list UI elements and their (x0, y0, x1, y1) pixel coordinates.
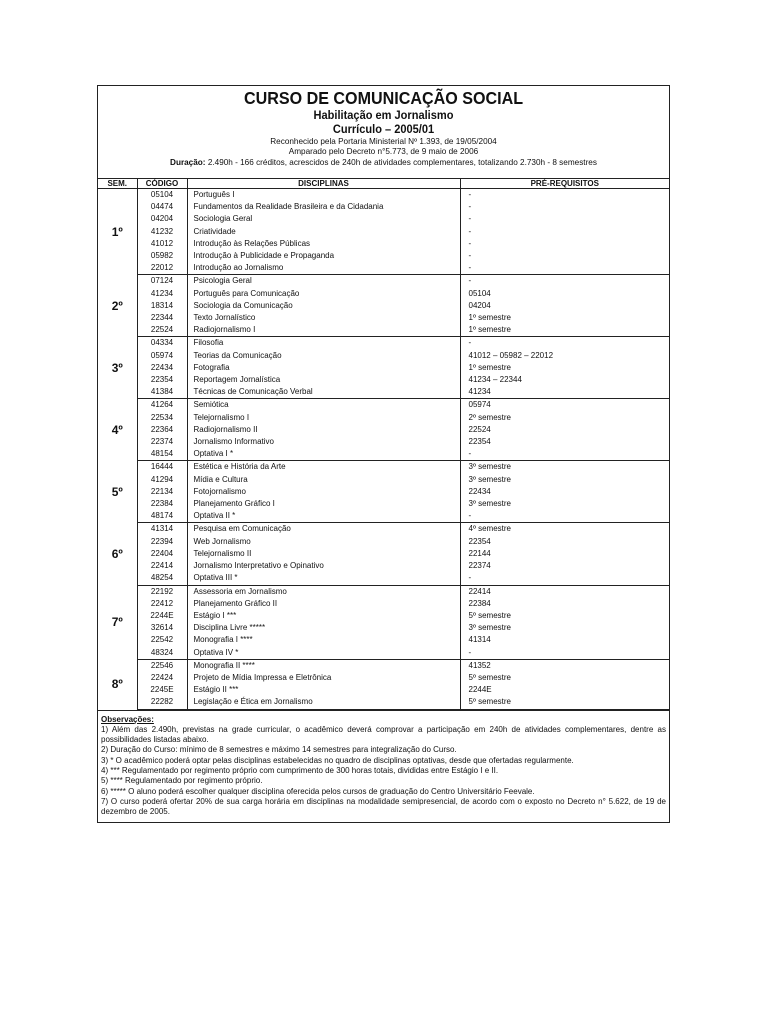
code-cell: 22434 (137, 362, 187, 374)
prerequisite-cell: - (468, 276, 472, 286)
prerequisite-cell: 2º semestre (468, 412, 511, 422)
discipline-cell: Português para Comunicação (187, 288, 460, 300)
semester-cell: 4º (98, 399, 137, 461)
discipline-cell: Optativa III * (187, 572, 460, 585)
table-row (98, 386, 669, 399)
prerequisite-cell: 41314 (468, 635, 491, 645)
discipline-cell: Sociologia da Comunicação (187, 300, 460, 312)
discipline-cell: Filosofia (187, 337, 460, 350)
discipline-cell: Disciplina Livre ***** (187, 622, 460, 634)
discipline-cell: Planejamento Gráfico I (187, 498, 460, 510)
prerequisite-cell: 3º semestre (468, 462, 511, 472)
prerequisite-cell: 5º semestre (468, 610, 511, 620)
table-row (98, 412, 669, 424)
observation-item: 6) ***** O aluno poderá escolher qualquer disciplina oferecida pelos cursos de graduação do Centro Universitário Feevale. (101, 786, 535, 796)
table-row (98, 362, 669, 374)
table-row (98, 684, 669, 696)
prerequisite-cell: - (468, 190, 472, 199)
code-cell: 41012 (137, 238, 187, 250)
prerequisite-cell: 41234 – 22344 (468, 375, 522, 385)
observations-list (101, 725, 666, 818)
discipline-cell: Jornalismo Informativo (187, 436, 460, 448)
prerequisite-cell: 2244E (468, 685, 492, 695)
discipline-cell: Português I (187, 189, 460, 202)
duration-text: 2.490h - 166 créditos, acrescidos de 240h de atividades complementares, totalizando 2.730h - 8 semestres (207, 158, 597, 167)
code-cell: 22354 (137, 374, 187, 386)
discipline-cell: Radiojornalismo II (187, 424, 460, 436)
prerequisite-cell: 05974 (468, 400, 491, 410)
code-cell: 2245E (137, 684, 187, 696)
code-cell: 41314 (137, 523, 187, 536)
recognition-note: Reconhecido pela Portaria Ministerial Nº 1.393, de 19/05/2004 (270, 137, 497, 146)
prerequisite-cell: 3º semestre (468, 623, 511, 633)
code-cell: 22424 (137, 672, 187, 684)
code-cell: 22134 (137, 486, 187, 498)
discipline-cell: Pesquisa em Comunicação (187, 523, 460, 536)
discipline-cell: Fundamentos da Realidade Brasileira e da Cidadania (187, 201, 460, 213)
code-cell: 48324 (137, 647, 187, 660)
prerequisite-cell: - (460, 572, 669, 585)
code-cell: 05974 (137, 350, 187, 362)
code-cell: 22384 (137, 498, 187, 510)
table-row (98, 659, 669, 672)
code-cell: 22012 (137, 262, 187, 275)
course-title: CURSO DE COMUNICAÇÃO SOCIAL (243, 88, 524, 108)
semester-cell: 7º (98, 585, 137, 659)
prerequisite-cell: 5º semestre (460, 696, 669, 709)
table-row (98, 634, 669, 646)
discipline-cell: Teorias da Comunicação (187, 350, 460, 362)
code-cell: 41232 (137, 226, 187, 238)
discipline-cell: Monografia I **** (187, 634, 460, 646)
prerequisite-cell: 22374 (468, 561, 491, 571)
code-cell: 22344 (137, 312, 187, 324)
table-row (98, 572, 669, 585)
table-header-row (98, 179, 669, 189)
code-cell: 22394 (137, 536, 187, 548)
table-row (98, 275, 669, 288)
prerequisite-cell: 41234 (460, 386, 669, 399)
discipline-cell: Radiojornalismo I (187, 324, 460, 337)
table-row (98, 189, 669, 202)
table-row (98, 374, 669, 386)
table-row (98, 610, 669, 622)
code-cell: 22364 (137, 424, 187, 436)
discipline-cell: Sociologia Geral (187, 213, 460, 225)
decree-note: Amparado pelo Decreto n°5.773, de 9 maio de 2006 (288, 147, 479, 156)
code-cell: 07124 (137, 275, 187, 288)
prerequisite-cell: 22524 (468, 424, 491, 434)
discipline-cell: Optativa IV * (187, 647, 460, 660)
code-cell: 05982 (137, 250, 187, 262)
discipline-cell: Introdução às Relações Públicas (187, 238, 460, 250)
code-cell: 41264 (137, 399, 187, 412)
prerequisite-cell: 41352 (468, 660, 491, 670)
discipline-cell: Telejornalismo I (187, 412, 460, 424)
code-cell: 41384 (137, 386, 187, 399)
table-row (98, 226, 669, 238)
table-row (98, 448, 669, 461)
prerequisite-cell: 22144 (468, 548, 491, 558)
discipline-cell: Projeto de Mídia Impressa e Eletrônica (187, 672, 460, 684)
prerequisite-cell: 22354 (468, 536, 491, 546)
header-disciplinas: DISCIPLINAS (187, 179, 460, 189)
prerequisite-cell: - (468, 238, 472, 248)
duration-note (98, 157, 669, 168)
prerequisite-cell: 5º semestre (468, 672, 511, 682)
observations (98, 710, 669, 818)
discipline-cell: Criatividade (187, 226, 460, 238)
prerequisite-cell: 22354 (468, 437, 491, 447)
header-pre-requisitos: PRÉ-REQUISITOS (460, 179, 669, 189)
prerequisite-cell: 22434 (468, 486, 491, 496)
header-sem: SEM. (98, 179, 137, 189)
table-row (98, 436, 669, 448)
course-subtitle: Habilitação em Jornalismo (313, 108, 454, 122)
discipline-cell: Semiótica (187, 399, 460, 412)
code-cell: 41234 (137, 288, 187, 300)
code-cell: 04334 (137, 337, 187, 350)
prerequisite-cell: - (460, 510, 669, 523)
table-row (98, 300, 669, 312)
table-row (98, 498, 669, 510)
semester-cell: 2º (98, 275, 137, 337)
code-cell: 22542 (137, 634, 187, 646)
table-row (98, 288, 669, 300)
discipline-cell: Legislação e Ética em Jornalismo (187, 696, 460, 709)
discipline-cell: Monografia II **** (187, 659, 460, 672)
discipline-cell: Introdução à Publicidade e Propaganda (187, 250, 460, 262)
table-row (98, 238, 669, 250)
discipline-cell: Fotojornalismo (187, 486, 460, 498)
prerequisite-cell: 22384 (468, 598, 491, 608)
table-body (98, 189, 669, 710)
table-row (98, 510, 669, 523)
table-row (98, 486, 669, 498)
prerequisite-cell: 1º semestre (460, 324, 669, 337)
discipline-cell: Jornalismo Interpretativo e Opinativo (187, 560, 460, 572)
code-cell: 04474 (137, 201, 187, 213)
code-cell: 18314 (137, 300, 187, 312)
header-codigo: CÓDIGO (137, 179, 187, 189)
code-cell: 41294 (137, 474, 187, 486)
code-cell: 22282 (137, 696, 187, 709)
table-row (98, 250, 669, 262)
table-row (98, 461, 669, 474)
code-cell: 22192 (137, 585, 187, 598)
table-row (98, 696, 669, 709)
prerequisite-cell: 41012 – 05982 – 22012 (468, 350, 554, 360)
semester-cell: 5º (98, 461, 137, 523)
prerequisite-cell: - (460, 647, 669, 660)
code-cell: 16444 (137, 461, 187, 474)
observation-item: 3) * O acadêmico poderá optar pelas disciplinas estabelecidas no quadro de disciplinas optativas, desde que ofertadas regularmente. (101, 755, 574, 765)
discipline-cell: Optativa I * (187, 448, 460, 461)
prerequisite-cell: - (460, 262, 669, 275)
discipline-cell: Estágio II *** (187, 684, 460, 696)
observation-item: 4) *** Regulamentado por regimento próprio com cumprimento de 300 horas totais, divididas entre Estágio I e II. (101, 766, 499, 776)
table-row (98, 213, 669, 225)
table-row (98, 424, 669, 436)
code-cell: 48174 (137, 510, 187, 523)
semester-cell: 6º (98, 523, 137, 585)
code-cell: 32614 (137, 622, 187, 634)
code-cell: 48254 (137, 572, 187, 585)
prerequisite-cell: 1º semestre (468, 362, 511, 372)
prerequisite-cell: 1º semestre (468, 313, 511, 323)
prerequisite-cell: 3º semestre (468, 474, 511, 484)
table-row (98, 523, 669, 536)
code-cell: 22414 (137, 560, 187, 572)
prerequisite-cell: - (468, 214, 472, 224)
discipline-cell: Telejornalismo II (187, 548, 460, 560)
prerequisite-cell: 22414 (468, 586, 491, 596)
table-row (98, 560, 669, 572)
code-cell: 04204 (137, 213, 187, 225)
prerequisite-cell: - (468, 226, 472, 236)
table-row (98, 312, 669, 324)
table-row (98, 672, 669, 684)
prerequisite-cell: - (468, 202, 472, 212)
table-row (98, 337, 669, 350)
table-row (98, 201, 669, 213)
table-row (98, 548, 669, 560)
code-cell: 22546 (137, 659, 187, 672)
document-header (98, 88, 669, 179)
code-cell: 2244E (137, 610, 187, 622)
prerequisite-cell: 3º semestre (468, 499, 511, 509)
prerequisite-cell: 05104 (468, 288, 491, 298)
curriculum-table (98, 179, 669, 710)
discipline-cell: Psicologia Geral (187, 275, 460, 288)
prerequisite-cell: 04204 (468, 300, 491, 310)
table-row (98, 647, 669, 660)
code-cell: 22374 (137, 436, 187, 448)
observation-item: 1) Além das 2.490h, previstas na grade curricular, o acadêmico deverá comprovar a participação em 240h de atividades complementares, dentre as possibilidades listadas abaixo. (101, 724, 666, 745)
discipline-cell: Fotografia (187, 362, 460, 374)
discipline-cell: Reportagem Jornalística (187, 374, 460, 386)
duration-label: Duração: (170, 158, 206, 167)
discipline-cell: Mídia e Cultura (187, 474, 460, 486)
discipline-cell: Estágio I *** (187, 610, 460, 622)
observation-item: 5) **** Regulamentado por regimento próprio. (101, 776, 263, 786)
observation-item: 7) O curso poderá ofertar 20% de sua carga horária em disciplinas na modalidade semipresencial, de acordo com o exposto no Decreto n° 5.622, de 19 de dezembro de 2005. (101, 796, 666, 817)
discipline-cell: Web Jornalismo (187, 536, 460, 548)
observations-title: Observações: (101, 714, 154, 724)
table-row (98, 585, 669, 598)
discipline-cell: Técnicas de Comunicação Verbal (187, 386, 460, 399)
code-cell: 22524 (137, 324, 187, 337)
prerequisite-cell: - (468, 251, 472, 261)
semester-cell: 3º (98, 337, 137, 399)
table-row (98, 598, 669, 610)
discipline-cell: Planejamento Gráfico II (187, 598, 460, 610)
table-row (98, 474, 669, 486)
code-cell: 22412 (137, 598, 187, 610)
code-cell: 22404 (137, 548, 187, 560)
table-row (98, 324, 669, 337)
discipline-cell: Introdução ao Jornalismo (187, 262, 460, 275)
curriculum-version: Currículo – 2005/01 (332, 122, 435, 136)
discipline-cell: Assessoria em Jornalismo (187, 585, 460, 598)
prerequisite-cell: 4º semestre (468, 524, 511, 534)
discipline-cell: Texto Jornalístico (187, 312, 460, 324)
code-cell: 22534 (137, 412, 187, 424)
table-row (98, 399, 669, 412)
prerequisite-cell: - (460, 448, 669, 461)
table-row (98, 262, 669, 275)
observation-item: 2) Duração do Curso: mínimo de 8 semestres e máximo 14 semestres para integralização do Curso. (101, 745, 457, 755)
table-row (98, 622, 669, 634)
prerequisite-cell: - (468, 338, 472, 348)
semester-cell: 1º (98, 189, 137, 275)
code-cell: 05104 (137, 189, 187, 202)
table-row (98, 350, 669, 362)
code-cell: 48154 (137, 448, 187, 461)
curriculum-document (97, 85, 670, 823)
discipline-cell: Estética e História da Arte (187, 461, 460, 474)
table-row (98, 536, 669, 548)
semester-cell: 8º (98, 659, 137, 709)
discipline-cell: Optativa II * (187, 510, 460, 523)
